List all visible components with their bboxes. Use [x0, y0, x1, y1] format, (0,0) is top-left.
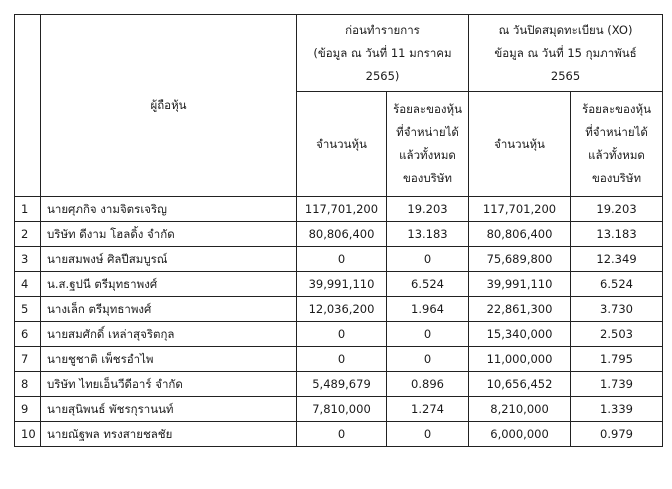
header-shares-xo: จำนวนหุ้น [469, 92, 571, 197]
header-pct-xo [571, 92, 663, 197]
holder-name: นายสมศักดิ์ เหล่าสุจริตกุล [41, 322, 297, 347]
shares-before: 39,991,110 [297, 272, 387, 297]
pct-xo: 1.795 [571, 347, 663, 372]
pct-before: 1.274 [387, 397, 469, 422]
shares-xo: 39,991,110 [469, 272, 571, 297]
table-row [15, 372, 663, 397]
header-pct-line: แล้วทั้งหมด [399, 148, 456, 162]
pct-xo: 1.339 [571, 397, 663, 422]
table-row [15, 222, 663, 247]
table-row [15, 247, 663, 272]
header-pct-line: ที่จำหน่ายได้ [585, 125, 648, 139]
pct-before: 0 [387, 422, 469, 447]
row-index: 4 [15, 272, 41, 297]
shares-before: 12,036,200 [297, 297, 387, 322]
shares-before: 80,806,400 [297, 222, 387, 247]
pct-xo: 6.524 [571, 272, 663, 297]
pct-xo: 2.503 [571, 322, 663, 347]
table-row [15, 297, 663, 322]
holder-name: นายณัฐพล ทรงสายชลชัย [41, 422, 297, 447]
shares-xo: 22,861,300 [469, 297, 571, 322]
header-before-line: 2565) [365, 68, 400, 83]
table-row [15, 197, 663, 222]
pct-before: 0 [387, 347, 469, 372]
row-index: 8 [15, 372, 41, 397]
shares-before: 0 [297, 347, 387, 372]
shares-before: 0 [297, 322, 387, 347]
header-xo-line: ข้อมูล ณ วันที่ 15 กุมภาพันธ์ [494, 45, 637, 60]
pct-xo: 12.349 [571, 247, 663, 272]
shares-before: 0 [297, 422, 387, 447]
pct-before: 1.964 [387, 297, 469, 322]
row-index: 5 [15, 297, 41, 322]
pct-xo: 13.183 [571, 222, 663, 247]
pct-xo: 3.730 [571, 297, 663, 322]
header-before [297, 15, 469, 92]
table-row [15, 272, 663, 297]
shares-xo: 10,656,452 [469, 372, 571, 397]
pct-xo: 0.979 [571, 422, 663, 447]
shares-xo: 80,806,400 [469, 222, 571, 247]
pct-before: 6.524 [387, 272, 469, 297]
header-pct-line: ร้อยละของหุ้น [393, 102, 462, 116]
header-pct-line: ที่จำหน่ายได้ [396, 125, 459, 139]
shares-xo: 6,000,000 [469, 422, 571, 447]
holder-name: น.ส.ฐปนี ตรีมุทธาพงศ์ [41, 272, 297, 297]
holder-name: นายชูชาติ เพ็ชรอำไพ [41, 347, 297, 372]
shares-xo: 117,701,200 [469, 197, 571, 222]
pct-xo: 19.203 [571, 197, 663, 222]
header-index [15, 15, 41, 197]
header-xo-line: 2565 [550, 68, 581, 83]
header-xo-line: ณ วันปิดสมุดทะเบียน (XO) [498, 22, 633, 37]
row-index: 6 [15, 322, 41, 347]
header-before-line: ก่อนทำรายการ [345, 22, 420, 37]
header-pct-before [387, 92, 469, 197]
pct-before: 0 [387, 247, 469, 272]
holder-name: นายศุภกิจ งามจิตรเจริญ [41, 197, 297, 222]
table-row [15, 397, 663, 422]
pct-before: 0.896 [387, 372, 469, 397]
header-pct-line: ของบริษัท [402, 171, 453, 185]
holder-name: บริษัท ดีงาม โฮลดิ้ง จำกัด [41, 222, 297, 247]
row-index: 2 [15, 222, 41, 247]
shares-before: 7,810,000 [297, 397, 387, 422]
table-row [15, 422, 663, 447]
holder-name: บริษัท ไทยเอ็นวีดีอาร์ จำกัด [41, 372, 297, 397]
header-pct-line: แล้วทั้งหมด [588, 148, 645, 162]
shares-before: 0 [297, 247, 387, 272]
shares-xo: 11,000,000 [469, 347, 571, 372]
row-index: 7 [15, 347, 41, 372]
pct-before: 13.183 [387, 222, 469, 247]
holder-name: นายสุนิพนธ์ พัชรกุรานนท์ [41, 397, 297, 422]
header-xo [469, 15, 663, 92]
pct-before: 0 [387, 322, 469, 347]
header-shares-before: จำนวนหุ้น [297, 92, 387, 197]
row-index: 1 [15, 197, 41, 222]
shares-before: 117,701,200 [297, 197, 387, 222]
shares-xo: 8,210,000 [469, 397, 571, 422]
table-row [15, 347, 663, 372]
holder-name: นายสมพงษ์ ศิลปีสมบูรณ์ [41, 247, 297, 272]
row-index: 3 [15, 247, 41, 272]
header-pct-line: ของบริษัท [592, 171, 642, 185]
shares-xo: 75,689,800 [469, 247, 571, 272]
row-index: 9 [15, 397, 41, 422]
holder-name: นางเล็ก ตรีมุทธาพงศ์ [41, 297, 297, 322]
header-pct-line: ร้อยละของหุ้น [582, 102, 651, 116]
header-holder: ผู้ถือหุ้น [41, 15, 297, 197]
pct-xo: 1.739 [571, 372, 663, 397]
header-before-line: (ข้อมูล ณ วันที่ 11 มกราคม [313, 45, 452, 60]
pct-before: 19.203 [387, 197, 469, 222]
table-row [15, 322, 663, 347]
shares-before: 5,489,679 [297, 372, 387, 397]
shareholder-table [14, 14, 663, 447]
shares-xo: 15,340,000 [469, 322, 571, 347]
row-index: 10 [15, 422, 41, 447]
